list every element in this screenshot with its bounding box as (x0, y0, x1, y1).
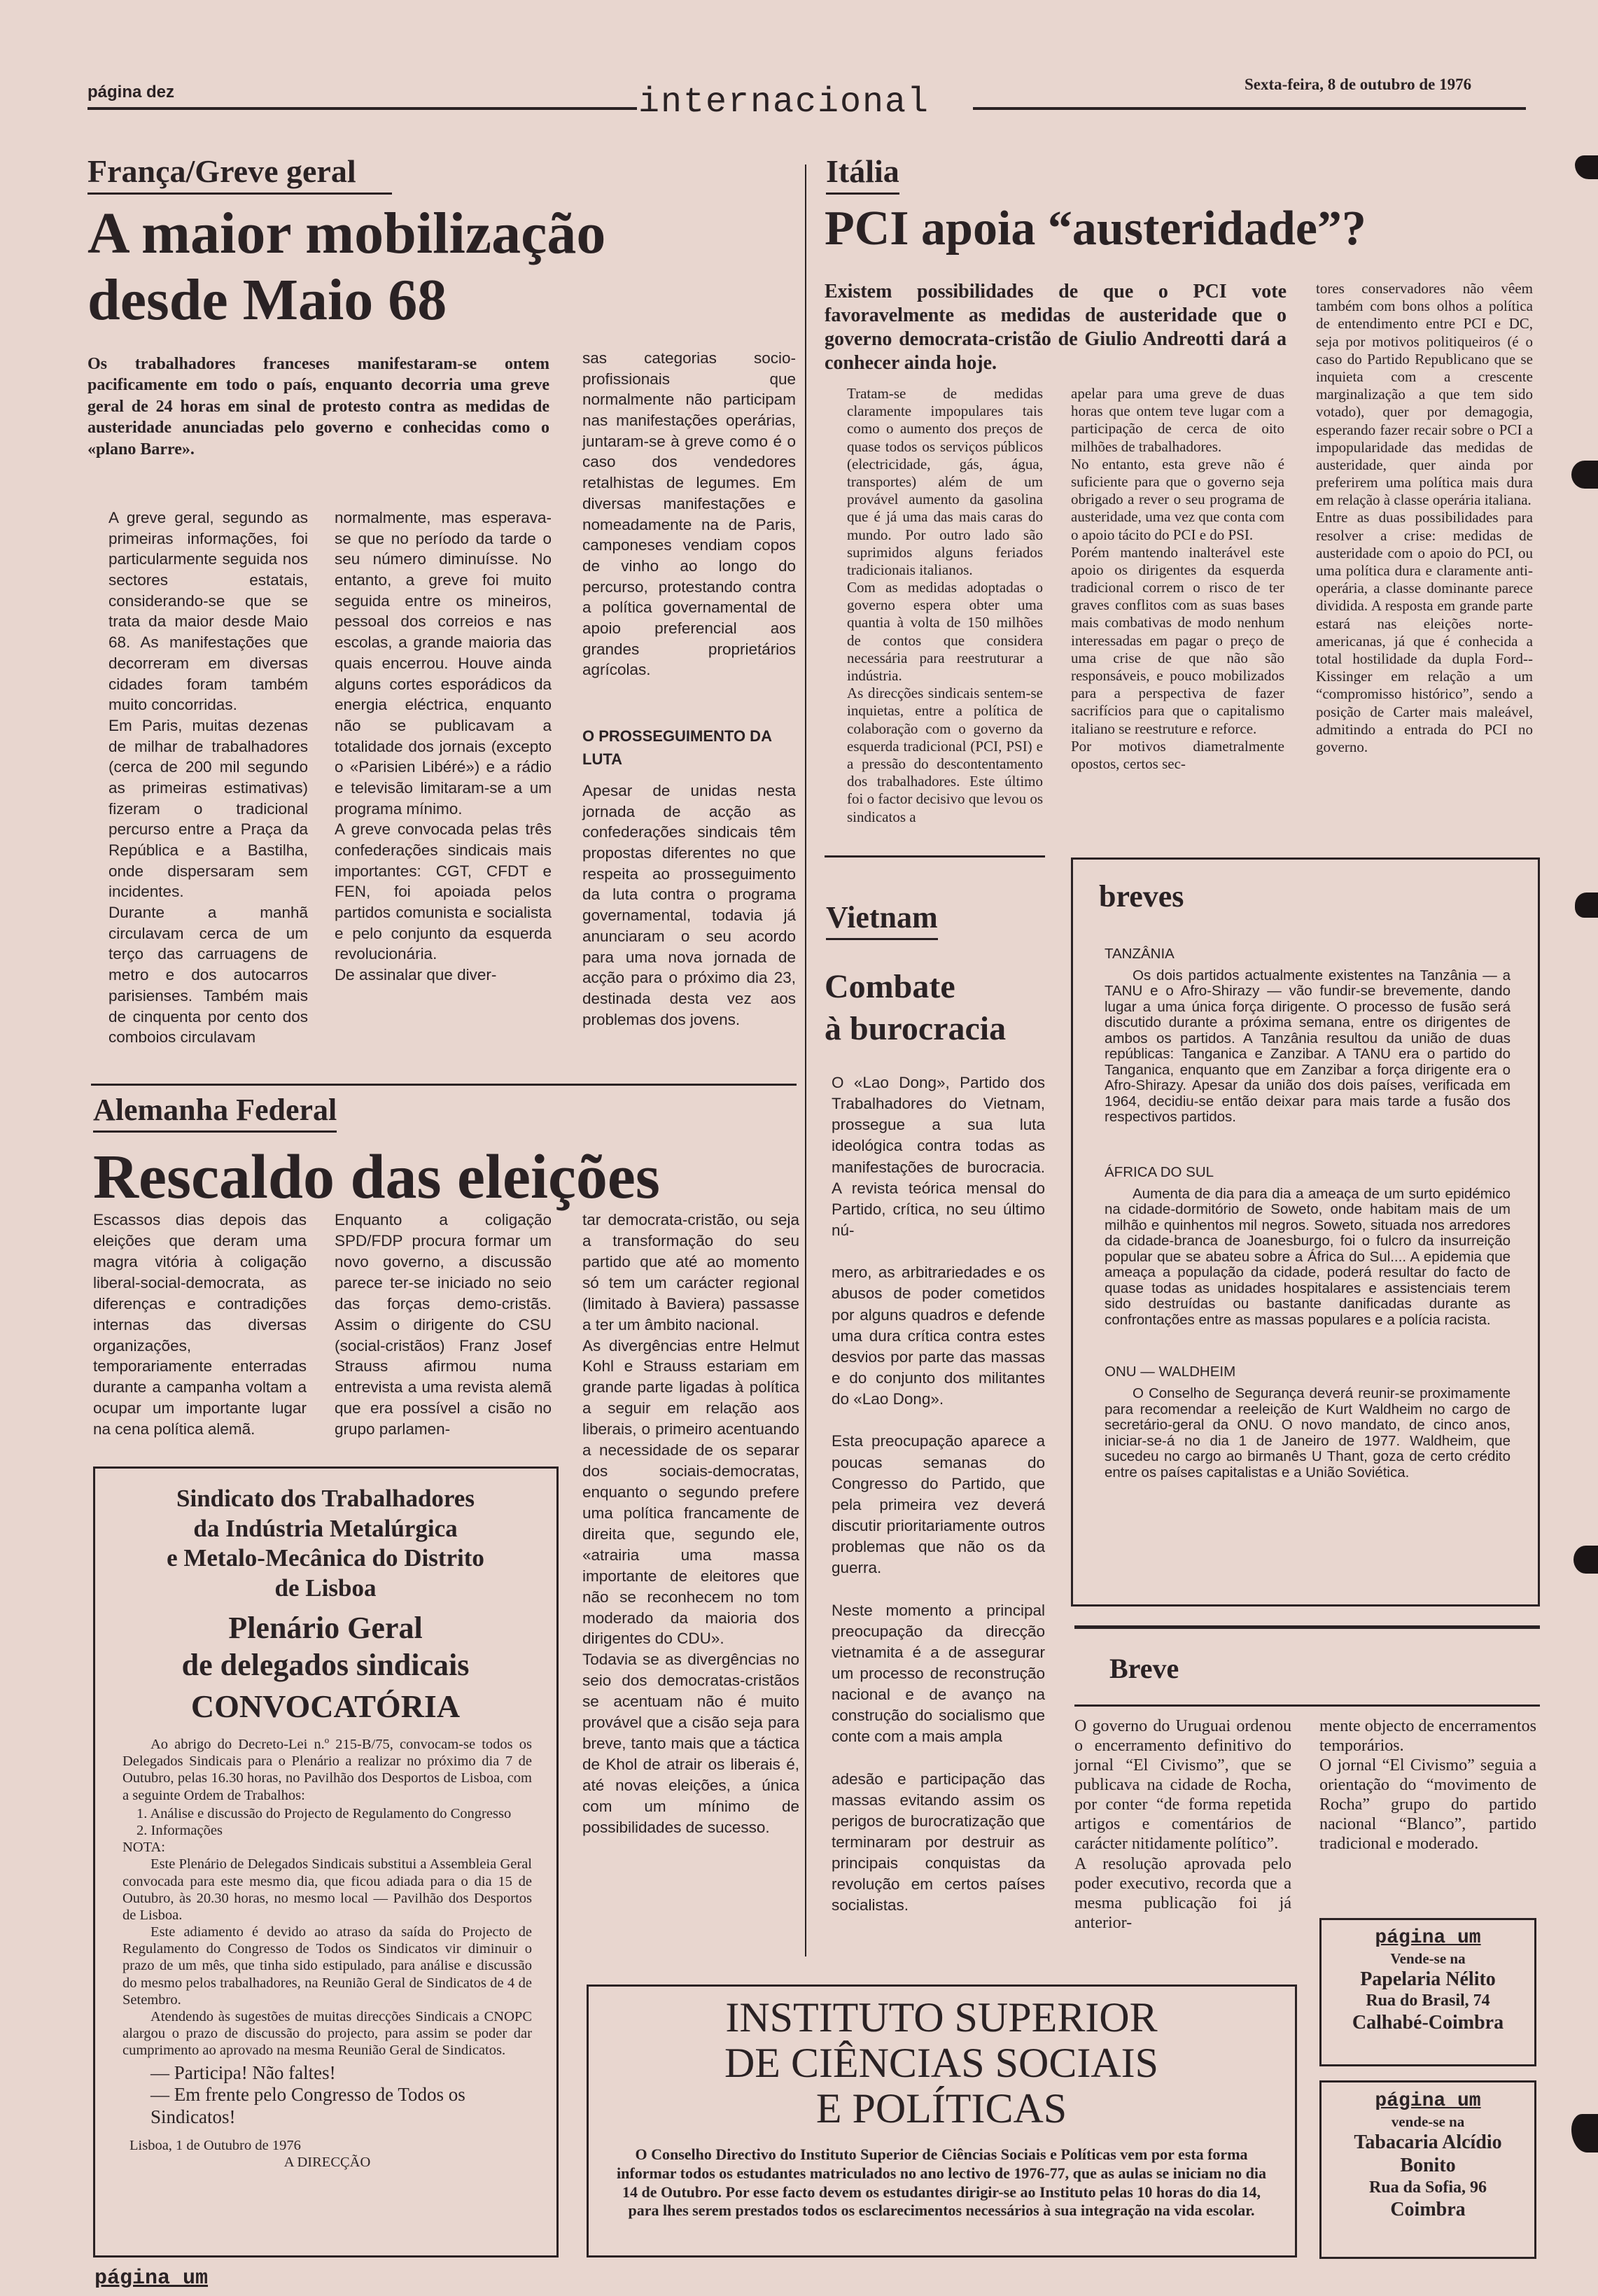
union-title-line2: da Indústria Metalúrgica (193, 1514, 458, 1542)
italy-kicker: Itália (826, 153, 899, 195)
ad-tabacaria-line5: Coimbra (1390, 2198, 1466, 2220)
ad-tabacaria-line3: Bonito (1400, 2155, 1456, 2177)
vietnam-kicker: Vietnam (826, 899, 938, 940)
union-convocation: CONVOCATÓRIA (190, 1688, 461, 1725)
ad-papelaria-line2: Papelaria Nélito (1360, 1968, 1496, 1990)
union-slogan-1: — Participa! Não faltes! (150, 2062, 336, 2083)
edge-mark-1 (1575, 155, 1598, 179)
breves-onu-text: O Conselho de Segurança deverá reunir-se proximamente para recomendar a reeleição de Kurt Waldheim no cargo de secretário-geral da ONU. O novo mandato, de cinco anos, iniciar-se-á no dia 1 de Janeiro de 1977. Waldheim, que sucedeu no cargo ao birmanês U Thant, goza de certo crédito entre os países capitalistas e a União Soviética. (1105, 1385, 1511, 1480)
breves-onu-heading: ONU — WALDHEIM (1105, 1364, 1236, 1380)
breves-title: breves (1099, 879, 1184, 913)
germany-column-1: Escassos dias depois das eleições que deram uma magra vitória à coligação liberal-social-democrata, as diferenças e contradições internas das diversas organizações, temporariamente enterradas durante a campanha voltam a ocupar um importante lugar na cena política alemã. (93, 1211, 307, 1438)
vietnam-body: O «Lao Dong», Partido dos Trabalhadores do Vietnam, prossegue a sua luta ideológica contra todas as manifestações de burocracia. A revista teórica mensal do Partido, crítica, no seu último nú- mero, as arbitrariedades e os abusos de poder cometidos por alguns quadros e defende uma dura crítica contra estes desvios por parte das massas e do conjunto dos militantes do «Lao Dong». Esta preocupação aparece a poucas semanas do Congresso do Partido, que pela primeira vez deverá discutir prioritariamente outros problemas que não os da guerra. Neste momento a principal preocupação da direcção vietnamita é a de assegurar um processo de reconstrução nacional e de avanço na construção do socialismo que conte com a mais ampla adesão e participação das massas evitando assim os perigos de burocratização que terminaram por destruir as principais conquistas da revolução em certos países socialistas. (832, 1074, 1045, 1914)
italy-column-1: Tratam-se de medidas claramente impopulares tais como o aumento dos preços de quase todos os serviços públicos (electricidade, gás, água, transportes) além de um provável aumento da gasolina que é já uma das mais caras do mundo. Por outro lado são suprimidos alguns feriados tradicionais italianos. Com as medidas adoptadas o governo espera obter uma quantia à volta de 150 milhões de contos que considera necessária para reestruturar a indústria. As direcções sindicais sentem-se inquietas, entre a política de colaboração com o governo da esquerda tradicional (PCI, PSI) e a pressão do descontentamento dos trabalhadores. Este último foi o factor decisivo que levou os sindicatos a (847, 385, 1043, 825)
union-signature: A DIRECÇÃO (283, 2155, 371, 2171)
masthead-page-label: página dez (87, 83, 175, 102)
union-plenary-line2: de delegados sindicais (181, 1648, 470, 1683)
ad-papelaria-line3: Rua do Brasil, 74 (1366, 1991, 1490, 2010)
breves-south-africa-heading: ÁFRICA DO SUL (1105, 1164, 1214, 1181)
instituto-title-line1: INSTITUTO SUPERIOR (725, 1994, 1158, 2040)
ad-tabacaria-logo: página um (1375, 2090, 1481, 2112)
masthead-date: Sexta-feira, 8 de outubro de 1976 (1245, 76, 1472, 93)
france-headline-line1: A maior mobilização (87, 201, 606, 266)
italy-lead: Existem possibilidades de que o PCI vote favoravelmente as medidas de austeridade que o governo democrata-cristão de Giulio Andreotti dará a conhecer ainda hoje. (825, 281, 1287, 374)
ad-tabacaria-line1: vende-se na (1391, 2113, 1465, 2130)
union-title-line1: Sindicato dos Trabalhadores (176, 1485, 475, 1512)
union-nota-label: NOTA: (122, 1840, 165, 1856)
union-body: Ao abrigo do Decreto-Lei n.º 215-B/75, convocam-se todos os Delegados Sindicais para o Plenário a realizar no próximo dia 7 de Outubro, pelas 16.30 horas, no Pavilhão dos Desportos de Lisboa, com a seguinte Ordem de Trabalhos: (122, 1737, 532, 1803)
breves-content (1105, 946, 1511, 1480)
italy-column-3: tores conservadores não vêem também com bons olhos a política de entendimento entre PCI e DC, seja por motivos politiqueiros (é o caso do Partido Republicano que se inquieta com a crescente marginalização a que tem sido votado), quer por demagogia, esperando fazer recair sobre o PCI a impopularidade das medidas de austeridade, quer ainda por preferirem uma política mais dura em relação à classe operária italiana. Entre as duas possibilidades para resolver a crise: medidas de austeridade com o apoio do PCI, ou uma política dura e claramente anti-operária, a classe dominante parece dividida. A resposta em grande parte estará nas eleições norte-americanas, já que é conhecida a total hostilidade da dupla Ford--Kissinger em relação a um “compromisso histórico”, sendo a posição de Carter mais maleável, admitindo a entrada do PCI no governo. (1316, 280, 1533, 755)
union-item-2: 2. Informações (136, 1822, 223, 1838)
breve-rule-top (1074, 1625, 1540, 1629)
divider-vertical-center (805, 164, 806, 1956)
edge-mark-3 (1575, 892, 1598, 918)
vietnam-headline-line2: à burocracia (825, 1010, 1007, 1047)
footer-logo: página um (94, 2267, 209, 2290)
instituto-body: O Conselho Directivo do Instituto Superior de Ciências Sociais e Políticas vem por esta forma informar todos os estudantes matriculados no ano lectivo de 1976-77, que as aulas se iniciam no dia 14 de Outubro. Por esse facto devem os estudantes dirigir-se ao Instituto pelas 10 horas do dia 14, para lhes serem prestados todos os esclarecimentos necessários à sua integração na vida escolar. (617, 2146, 1266, 2220)
italy-headline: PCI apoia “austeridade”? (825, 202, 1366, 255)
breve-column-2: mente objecto de encerramentos temporários. O jornal “El Civismo” seguia a orientação do “movimento de Rocha” grupo do partido nacional “Blanco”, partido tradicional e moderado. (1319, 1717, 1536, 1854)
union-body-block (122, 1736, 532, 2171)
france-kicker: França/Greve geral (87, 153, 392, 195)
masthead-section-title: internacional (638, 83, 930, 122)
instituto-title-line3: E POLÍTICAS (815, 2085, 1067, 2132)
edge-mark-5 (1571, 2114, 1598, 2152)
france-subhead: O PROSSEGUIMENTO DA LUTA (582, 727, 772, 768)
union-nota-2: Este adiamento é devido ao atraso da saída do Projecto de Regulamento do Congresso de Todos os Sindicatos vir diminuir o prazo de um mês, que tinha sido estipulado, para análise e discussão do mesmo pelos trabalhadores, na Reunião Geral de Sindicatos de 4 de Setembro. (122, 1924, 532, 2008)
breve-rule-bottom (1074, 1704, 1540, 1707)
germany-column-3: tar democrata-cristão, ou seja a transformação do seu partido que até ao momento só tem um carácter regional (limitado à Baviera) passasse a ter um âmbito nacional. As divergências entre Helmut Kohl e Strauss estariam em grande parte ligadas à política a seguir em relação aos liberais, o primeiro acentuando a necessidade de os separar dos sociais-democratas, enquanto o segundo prefere uma política francamente de direita que, segundo ele, «atrairia uma massa importante de eleitores que não se reconhecem no tom moderado da maioria dos dirigentes do CDU». Todavia se as divergências no seio dos democratas-cristãos se acentuam não é muito provável que a cisão seja para breve, tanto mais que a táctica de Khol de atrair os liberais é, até novas eleições, a única com um mínimo de possibilidades de sucesso. (582, 1211, 799, 1836)
france-headline-line2: desde Maio 68 (87, 267, 447, 332)
breves-south-africa-text: Aumenta de dia para dia a ameaça de um surto epidémico na cidade-dormitório de Soweto, onde habitam mais de um milhão e quinhentos mil negros. Soweto, situada nos arredores da cidade-branca de Joanesburgo, foi o fulcro da insurreição popular que se abateu sobre a África do Sul.... A epidemia que ameaça a população da cidade, poderá resultar do facto de quase todas as unidades hospitalares e assistenciais terem sido destruídas ou bastante danificadas durante as confrontações entre as massas populares e a polícia racista. (1105, 1185, 1511, 1328)
breves-tanzania-text: Os dois partidos actualmente existentes na Tanzânia — a TANU e o Afro-Shirazy — vão fundir-se brevemente, dando lugar a uma única força dirigente. O processo de fusão será discutido durante a próxima semana, entre os dirigentes de ambos os partidos. A Tanzânia resultou da união de duas repúblicas: Tanganica e Zanzibar. A TANU era o partido do Tanganica, enquanto que em Zanzibar a força dirigente era o Afro-Shirazy. Apesar da união dos dois países, verificada em 1964, decidiu-se então deixar para mais tarde a fusão dos respectivos partidos. (1105, 967, 1511, 1126)
france-column-2: normalmente, mas esperava-se que no período da tarde o seu número diminuísse. No entanto, a greve foi muito seguida entre os mineiros, pessoal dos correios e nas escolas, a grande maioria das quais encerrou. Houve ainda alguns cortes esporádicos da energia eléctrica, enquanto não se publicavam a totalidade dos jornais (excepto o «Parisien Libéré») e a rádio e televisão limitaram-se a um programa mínimo. A greve convocada pelas três confederações sindicais mais importantes: CGT, CFDT e FEN, foi apoiada pelos partidos comunista e socialista e pelo conjunto da esquerda revolucionária. De assinalar que diver- (335, 509, 552, 984)
union-title-line4: de Lisboa (274, 1574, 377, 1602)
vietnam-headline-line1: Combate (825, 968, 955, 1005)
france-lead: Os trabalhadores franceses manifestaram-se ontem pacificamente em todo o país, enquanto decorria uma greve geral de 24 horas em sinal de protesto contra as medidas de austeridade anunciadas pelo governo e conhecidas como o «plano Barre». (87, 355, 549, 458)
divider-horizontal-left (91, 1084, 797, 1086)
union-title-line3: e Metalo-Mecânica do Distrito (167, 1544, 484, 1572)
breves-tanzania-heading: TANZÂNIA (1105, 946, 1175, 962)
germany-kicker: Alemanha Federal (93, 1092, 337, 1133)
union-slogan-2: — Em frente pelo Congresso de Todos os Sindicatos! (150, 2084, 465, 2128)
union-nota-1: Este Plenário de Delegados Sindicais substitui a Assembleia Geral convocada para este mesmo dia, que ficou adiada para o dia 15 de Outubro, às 20.30 horas, no mesmo local — Pavilhão dos Desportos de Lisboa. (122, 1856, 532, 1923)
instituto-title (595, 1995, 1288, 2131)
masthead-rule-right (973, 107, 1526, 110)
ad-tabacaria-line4: Rua da Sofia, 96 (1368, 2178, 1487, 2197)
union-plenary-line1: Plenário Geral (228, 1610, 423, 1645)
france-column-1: A greve geral, segundo as primeiras informações, foi particularmente seguida nos sectores estatais, considerando-se que se trata da maior desde Maio 68. As manifestações que decorreram em diversas cidades foram também muito concorridas. Em Paris, muitas dezenas de milhar de trabalhadores (cerca de 200 mil segundo as primeiras estimativas) fizeram o tradicional percurso entre a Praça da República e a Bastilha, onde dispersaram sem incidentes. Durante a manhã circulavam cerca de um terço das carruagens de metro e dos autocarros parisienses. Também mais de cinquenta por cento dos comboios circulavam (108, 509, 308, 1046)
ad-tabacaria-line2: Tabacaria Alcídio (1354, 2131, 1502, 2153)
breve-title: Breve (1109, 1653, 1179, 1684)
union-date: Lisboa, 1 de Outubro de 1976 (129, 2138, 301, 2154)
edge-mark-4 (1574, 1546, 1598, 1574)
instituto-title-line2: DE CIÊNCIAS SOCIAIS (724, 2039, 1159, 2086)
union-item-1: 1. Análise e discussão do Projecto de Regulamento do Congresso (136, 1805, 512, 1821)
masthead-rule-left (87, 107, 637, 110)
union-nota-3: Atendendo às sugestões de muitas direcções Sindicais a CNOPC alargou o prazo de discussão do projecto, para assim se poder dar cumprimento ao aprovado na mesma Reunião Geral de Sindicatos. (122, 2009, 532, 2059)
germany-column-2: Enquanto a coligação SPD/FDP procura formar um novo governo, a discussão parece ter-se iniciado no seio das forças demo-cristãs. Assim o dirigente do CSU (social-cristãos) Franz Josef Strauss afirmou numa entrevista a uma revista alemã que era possível a cisão no grupo parlamen- (335, 1211, 552, 1438)
france-column-3b: Apesar de unidas nesta jornada de acção as confederações sindicais têm propostas diferentes no que respeita ao prosseguimento da luta contra o programa governamental, todavia já anunciaram o seu acordo para uma nova jornada de acção para o próximo dia 23, destinada desta vez aos problemas dos jovens. (582, 782, 796, 1028)
ad-papelaria-line4: Calhabé-Coimbra (1352, 2012, 1504, 2034)
ad-papelaria-logo: página um (1375, 1927, 1481, 1949)
union-title (105, 1484, 546, 1726)
divider-horizontal-italy (825, 855, 1045, 858)
ad-papelaria-line1: Vende-se na (1390, 1949, 1466, 1967)
france-column-3a: sas categorias socio-profissionais que normalmente não participam nas manifestações operárias, juntaram-se à greve como é o caso dos vendedores retalhistas de legumes. Em diversas manifestações e nomeadamente na de Paris, camponeses vendiam copos de vinho ao longo do percurso, protestando contra a política governamental de apoio preferencial aos grandes proprietários agrícolas. (582, 349, 796, 679)
breve-column-1: O governo do Uruguai ordenou o encerramento definitivo do jornal “El Civismo”, que se publicava na cidade de Rocha, por conter “de forma repetida artigos e comentários de carácter nitidamente político”. A resolução aprovada pelo poder executivo, recorda que a mesma publicação foi já anterior- (1074, 1717, 1291, 1932)
germany-headline: Rescaldo das eleições (93, 1142, 660, 1212)
edge-mark-2 (1571, 461, 1598, 489)
ad-tabacaria (1323, 2090, 1533, 2221)
ad-papelaria (1323, 1926, 1533, 2035)
italy-column-2: apelar para uma greve de duas horas que ontem teve lugar com a participação de cerca de oito milhões de trabalhadores. No entanto, esta greve não é suficiente para que o governo seja obrigado a rever o seu programa de austeridade, uma vez que conta com o apoio tácito do PCI e do PSI. Porém mantendo inalterável este apoio os dirigentes da esquerda tradicional correm o risco de ter graves conflitos com as suas bases mais combativas de modo nenhum interessadas em pagar o preço de uma crise de que não são responsáveis, e pouco mobilizados para a perspectiva de fazer sacrifícios para que o capitalismo italiano se reestruture e reforce. Por motivos diametralmente opostos, certos sec- (1071, 385, 1284, 772)
